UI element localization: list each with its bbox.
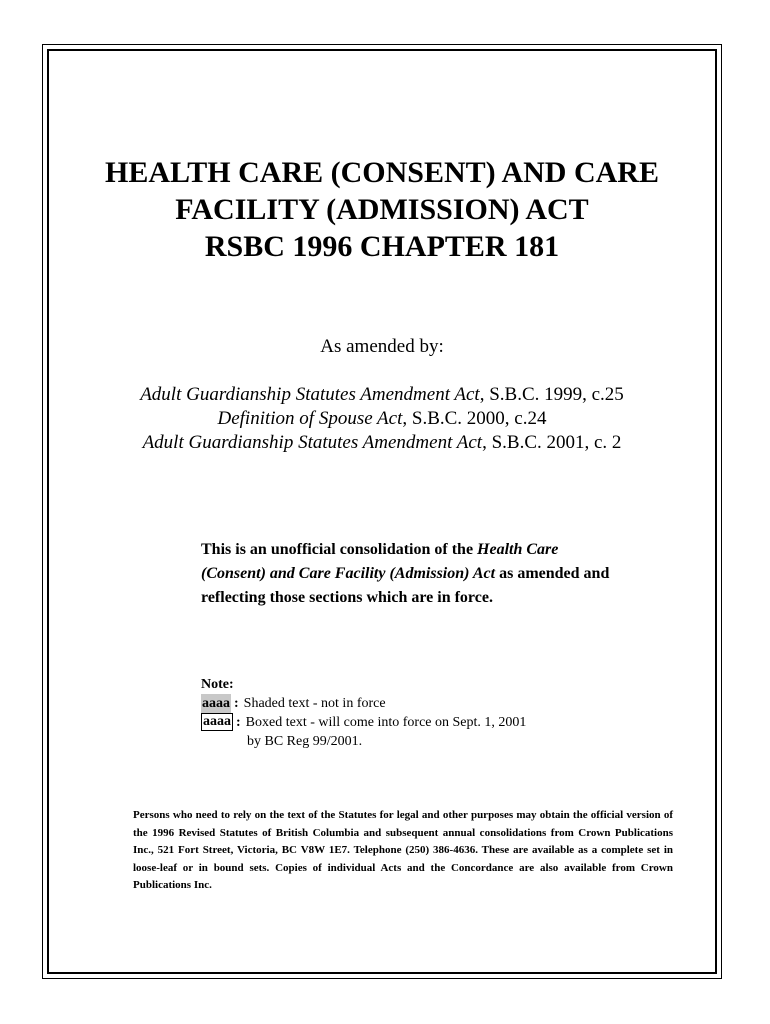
title-line-2: FACILITY (ADMISSION) ACT [175,193,589,226]
amendment-item [49,431,715,455]
consolidation-act-name: Health Care (Consent) and Care Facility (Admission) Act [201,541,559,582]
amended-by-label: As amended by: [320,336,444,357]
note-label: Note: [201,677,234,692]
publication-notice: Persons who need to rely on the text of the Statutes for legal and other purposes may obtain the official version of the 1996 Revised Statutes of British Columbia and subsequent annual consolidations from Crown Publications Inc., 521 Fort Street, Victoria, BC V8W 1E7. Telephone (250) 386-4636. These are available as a complete set in loose-leaf or in bound sets. Copies of individual Acts and the Concordance are also available from Crown Publications Inc. [133,809,673,891]
note-boxed-row [201,713,601,732]
page-border-outer [42,44,722,979]
shaded-sample-text: aaaa [202,696,230,711]
boxed-sample-text: aaaa [203,714,231,729]
title-line-3: RSBC 1996 CHAPTER 181 [204,230,560,263]
title-line-1: HEALTH CARE (CONSENT) AND CARE [105,156,659,189]
boxed-description-continued: by BC Reg 99/2001. [247,734,363,749]
note-colon: : [236,715,241,730]
document-title [49,154,715,265]
amendment-act-name: Adult Guardianship Statutes Amendment Act [140,384,480,405]
consolidation-prefix: This is an unofficial consolidation of the [201,541,478,558]
shaded-description: Shaded text - not in force [243,696,386,711]
note-legend [201,675,601,751]
amendment-item [49,383,715,407]
amendment-item [49,407,715,431]
consolidation-statement [201,538,621,610]
note-shaded-row [201,694,601,713]
amendment-act-name: Adult Guardianship Statutes Amendment Act [142,432,483,453]
page-border-inner [47,49,717,974]
consolidation-suffix: as amended and reflecting those sections which are in force. [201,565,610,606]
note-colon: : [234,696,239,711]
amendment-act-name: Definition of Spouse Act [217,408,403,429]
amendment-citation: , S.B.C. 2001, c. 2 [482,432,622,453]
amendment-citation: , S.B.C. 1999, c.25 [479,384,624,405]
amendments-list [49,383,715,455]
amendment-citation: , S.B.C. 2000, c.24 [402,408,547,429]
boxed-description: Boxed text - will come into force on Sept. 1, 2001 [245,715,527,730]
